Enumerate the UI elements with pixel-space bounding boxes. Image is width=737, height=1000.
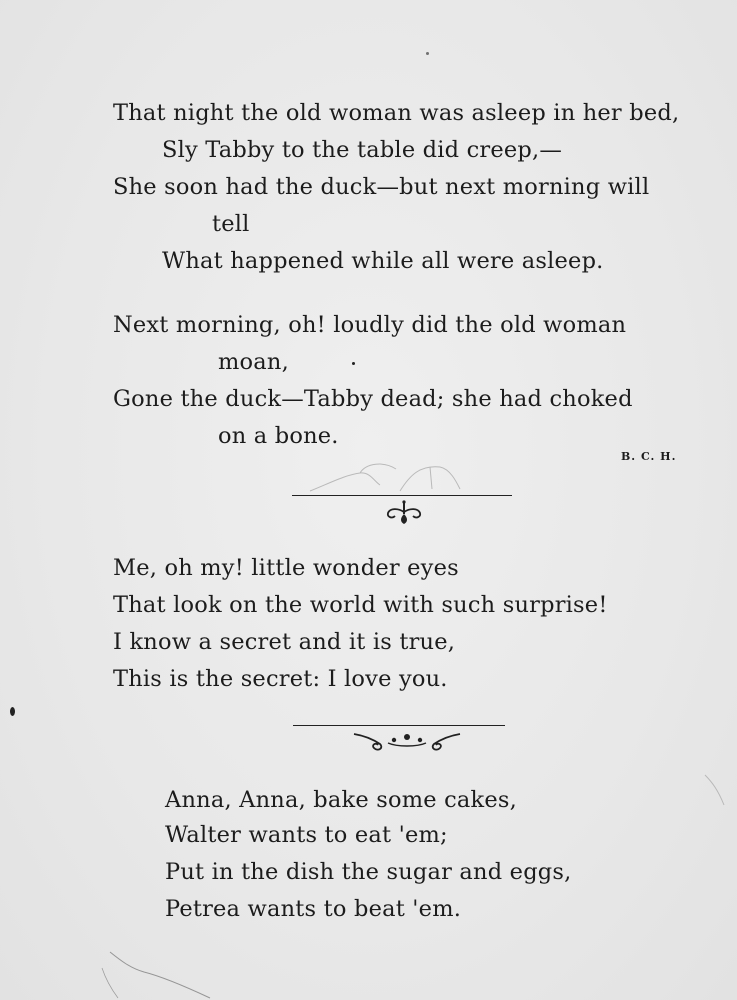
poem-line: That look on the world with such surprise! — [113, 592, 608, 618]
poem-line: tell — [212, 211, 250, 237]
pencil-scribble — [100, 950, 220, 1000]
poem-line: Sly Tabby to the table did creep,— — [162, 137, 563, 163]
poem-line: Anna, Anna, bake some cakes, — [165, 787, 517, 813]
poem-line: moan, — [218, 349, 289, 375]
poem-line: on a bone. — [218, 423, 339, 449]
divider-rule — [292, 495, 512, 496]
bleed-through-sketch — [300, 455, 490, 495]
ink-speck — [10, 707, 15, 716]
poem-line: I know a secret and it is true, — [113, 629, 456, 655]
poem-line: Walter wants to eat 'em; — [165, 822, 448, 848]
poem-line: What happened while all were asleep. — [162, 248, 604, 274]
ink-speck — [352, 362, 355, 365]
poem-line: This is the secret: I love you. — [113, 666, 448, 692]
ink-speck — [426, 52, 429, 55]
poem-line: Next morning, oh! loudly did the old woman — [113, 312, 627, 338]
poem-line: Petrea wants to beat 'em. — [165, 896, 462, 922]
pencil-scribble — [700, 770, 730, 810]
poem-line: That night the old woman was asleep in her bed, — [113, 100, 680, 126]
poem-line: Gone the duck—Tabby dead; she had choked — [113, 386, 633, 412]
poem-line: Put in the dish the sugar and eggs, — [165, 859, 572, 885]
divider-rule — [293, 725, 505, 726]
poem-line: Me, oh my! little wonder eyes — [113, 555, 459, 581]
fleuron-ornament-icon — [382, 498, 426, 526]
poem-line: She soon had the duck—but next morning will — [113, 174, 650, 200]
scroll-ornament-icon — [352, 728, 462, 754]
author-initials: B. C. H. — [621, 450, 677, 463]
